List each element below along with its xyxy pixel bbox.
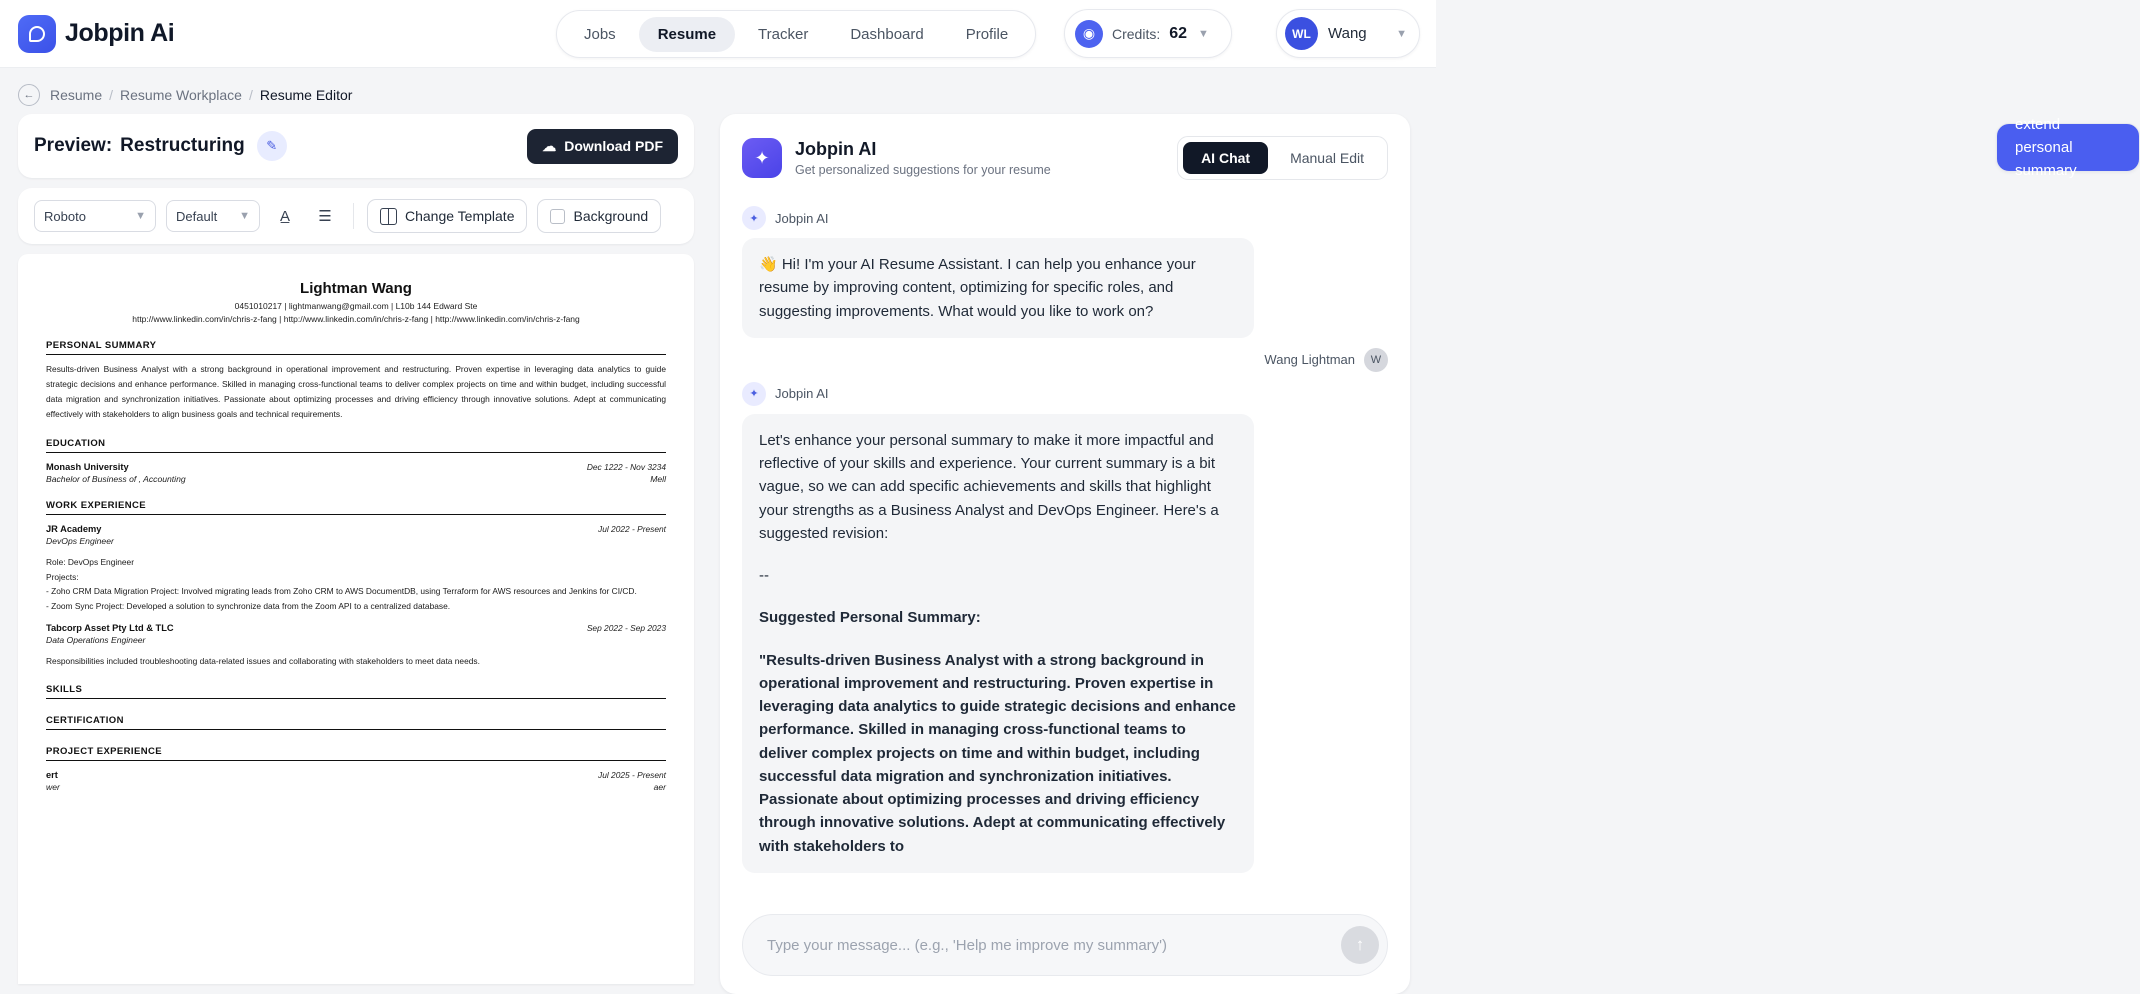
work-line: Role: DevOps Engineer bbox=[46, 556, 134, 567]
work-line: - Zoom Sync Project: Developed a solution to synchronize data from the Zoom API to a centralized database. bbox=[46, 600, 451, 611]
education-org: Monash University bbox=[46, 461, 129, 472]
user-name: Wang bbox=[1328, 25, 1367, 42]
work-line: Projects: bbox=[46, 571, 79, 582]
brand-name: Jobpin Ai bbox=[65, 19, 175, 47]
education-degree: Bachelor of Business of , Accounting bbox=[46, 473, 186, 484]
background-button[interactable] bbox=[537, 199, 661, 233]
toolbar-divider bbox=[353, 203, 354, 229]
main-nav bbox=[556, 10, 1036, 58]
credits-label: Credits: bbox=[1112, 25, 1161, 42]
work-org: JR Academy bbox=[46, 523, 102, 534]
education-location: Mell bbox=[650, 473, 666, 484]
work-org: Tabcorp Asset Pty Ltd & TLC bbox=[46, 622, 174, 633]
section-title-certification: CERTIFICATION bbox=[46, 715, 666, 730]
work-row bbox=[46, 623, 666, 633]
breadcrumb-resume-workplace[interactable]: Resume Workplace bbox=[120, 87, 242, 103]
nav-item-tracker[interactable]: Tracker bbox=[758, 25, 809, 43]
chevron-down-icon: ▼ bbox=[1198, 27, 1209, 40]
section-title-project-experience: PROJECT EXPERIENCE bbox=[46, 746, 666, 761]
message-quote bbox=[759, 649, 1237, 858]
chat-composer[interactable] bbox=[742, 914, 1388, 976]
nav-item-dashboard[interactable]: Dashboard bbox=[850, 25, 924, 43]
template-icon bbox=[380, 208, 397, 225]
work-role bbox=[46, 536, 666, 546]
main-content bbox=[0, 106, 2077, 994]
font-style-select[interactable] bbox=[166, 200, 260, 232]
chevron-down-icon: ▼ bbox=[135, 210, 146, 222]
text-color-icon[interactable]: A̲ bbox=[279, 207, 290, 225]
chevron-down-icon: ▼ bbox=[239, 210, 250, 222]
assistant-mode-tabs bbox=[1177, 136, 1388, 180]
section-title-education: EDUCATION bbox=[46, 438, 666, 453]
breadcrumb-separator: / bbox=[109, 87, 114, 103]
download-cloud-icon: ☁ bbox=[542, 137, 557, 154]
ai-assistant-panel bbox=[720, 114, 2077, 994]
message-paragraph: Let's enhance your personal summary to make it more impactful and reflective of your skills and experience. Your current summary is a bit vague, so we can add specific achievements and skills that highlight your strengths as a Business Analyst and DevOps Engineer. Here's a suggested revision: bbox=[759, 431, 1219, 542]
education-date: Dec 1222 - Nov 3234 bbox=[586, 461, 666, 472]
avatar: WL bbox=[1285, 17, 1318, 50]
message-heading bbox=[759, 606, 1237, 629]
font-family-select[interactable] bbox=[34, 200, 156, 232]
chevron-down-icon: ▼ bbox=[1396, 27, 1407, 40]
project-role-right: aer bbox=[653, 782, 666, 793]
nav-item-resume[interactable]: Resume bbox=[639, 17, 735, 52]
message-author bbox=[742, 382, 1388, 406]
assistant-header bbox=[720, 114, 1410, 180]
project-org: ert bbox=[46, 770, 58, 781]
chat-message-bot bbox=[742, 414, 1254, 873]
suggested-summary-text: "Results-driven Business Analyst with a strong background in operational improvement and restructuring. Proven expertise in leveraging data analytics to guide strategic decisions and enhance performance. Skilled in managing cross-functional teams to deliver complex projects on time and within budget, including successful data migration and synchronization initiatives. Passionate about optimizing processes and driving efficiency through innovative solutions. Adept at communicating effectively with stakeholders to bbox=[759, 651, 1236, 855]
resume-contact: 0451010217 | lightmanwang@gmail.com | L10b 144 Edward Ste bbox=[234, 301, 478, 311]
tab-manual-edit[interactable]: Manual Edit bbox=[1290, 150, 1364, 166]
resume-person-name: Lightman Wang bbox=[300, 280, 412, 297]
font-family-value: Roboto bbox=[44, 208, 86, 224]
logo-icon bbox=[18, 15, 56, 53]
sparkle-icon: ✦ bbox=[742, 138, 782, 178]
download-pdf-label: Download PDF bbox=[564, 138, 663, 154]
chat-input[interactable] bbox=[765, 936, 1341, 955]
send-button[interactable]: ↑ bbox=[1341, 926, 1379, 964]
assistant-title: Jobpin AI bbox=[795, 139, 877, 159]
chat-message-bot: 👋 Hi! I'm your AI Resume Assistant. I can help you enhance your resume by improving content, optimizing for specific roles, and suggesting improvements. What would you like to work on? bbox=[742, 238, 1254, 338]
section-title-skills: SKILLS bbox=[46, 684, 666, 699]
change-template-button[interactable] bbox=[367, 199, 527, 233]
work-line: Responsibilities included troubleshooting data-related issues and collaborating with stakeholders to meet data needs. bbox=[46, 655, 480, 666]
coin-icon: ◉ bbox=[1075, 20, 1103, 48]
education-degree-row bbox=[46, 474, 666, 484]
top-bar bbox=[0, 0, 1436, 68]
work-line: - Zoho CRM Data Migration Project: Involved migrating leads from Zoho CRM to AWS DocumentDB, using Terraform for AWS resources and Jenkins for CI/CD. bbox=[46, 586, 637, 597]
work-date: Jul 2022 - Present bbox=[598, 523, 666, 534]
resume-preview-panel bbox=[18, 114, 694, 994]
tab-ai-chat[interactable]: AI Chat bbox=[1183, 142, 1268, 174]
user-avatar: W bbox=[1364, 348, 1388, 372]
work-role bbox=[46, 635, 666, 645]
resume-document[interactable] bbox=[18, 254, 694, 984]
back-arrow-icon[interactable]: ← bbox=[18, 84, 40, 106]
breadcrumb bbox=[0, 68, 1436, 106]
assistant-subtitle: Get personalized suggestions for your resume bbox=[795, 163, 1051, 177]
breadcrumb-separator: / bbox=[248, 87, 253, 103]
suggested-summary-heading: Suggested Personal Summary: bbox=[759, 609, 981, 627]
bot-name: Jobpin AI bbox=[775, 210, 829, 226]
message-author bbox=[742, 206, 1388, 230]
work-row bbox=[46, 524, 666, 534]
message-author bbox=[742, 348, 1388, 372]
project-date: Jul 2025 - Present bbox=[598, 770, 666, 781]
work-role-label: Data Operations Engineer bbox=[46, 634, 146, 645]
project-row bbox=[46, 770, 666, 780]
brand[interactable] bbox=[18, 15, 174, 53]
bot-avatar-icon: ✦ bbox=[742, 206, 766, 230]
education-row bbox=[46, 462, 666, 472]
download-pdf-button[interactable] bbox=[527, 129, 678, 164]
section-title-work-experience: WORK EXPERIENCE bbox=[46, 500, 666, 515]
bot-avatar-icon: ✦ bbox=[742, 382, 766, 406]
resume-links: http://www.linkedin.com/in/chris-z-fang | http://www.linkedin.com/in/chris-z-fang | http://www.linkedin.com/in/chris-z-fang bbox=[132, 314, 580, 324]
preview-header bbox=[18, 114, 694, 178]
user-message-name: Wang Lightman bbox=[1264, 352, 1355, 368]
credits-value: 62 bbox=[1169, 24, 1188, 42]
background-label: Background bbox=[573, 208, 649, 224]
credits-menu[interactable] bbox=[1064, 9, 1232, 58]
preview-label: Preview: bbox=[34, 135, 113, 156]
project-role: wer bbox=[46, 782, 60, 793]
breadcrumb-resume[interactable]: Resume bbox=[50, 87, 103, 103]
section-title-personal-summary: PERSONAL SUMMARY bbox=[46, 340, 666, 355]
nav-item-jobs[interactable]: Jobs bbox=[584, 25, 616, 43]
color-swatch-icon bbox=[550, 209, 565, 224]
user-menu[interactable] bbox=[1276, 9, 1420, 58]
personal-summary-text: Results-driven Business Analyst with a strong background in operational improvement and restructuring. Proven expertise in leveraging data analytics to guide strategic decisions and enhance performance. Skilled in managing cross-functional teams to deliver complex projects on time and within budget, including successful data migration and synchronization initiatives. Passionate about optimizing processes and driving efficiency through innovative solutions. Adept at communicating effectively with stakeholders to align business goals and technical requirements. bbox=[46, 364, 666, 419]
editor-toolbar bbox=[18, 188, 694, 244]
nav-item-profile[interactable]: Profile bbox=[965, 25, 1009, 43]
work-date: Sep 2022 - Sep 2023 bbox=[586, 622, 666, 633]
font-style-value: Default bbox=[176, 208, 218, 224]
bot-name: Jobpin AI bbox=[775, 386, 829, 402]
breadcrumb-current: Resume Editor bbox=[259, 87, 353, 103]
text-align-icon[interactable]: ☰ bbox=[318, 208, 332, 225]
edit-title-icon[interactable]: ✎ bbox=[257, 131, 287, 161]
message-paragraph: -- bbox=[759, 567, 769, 584]
change-template-label: Change Template bbox=[405, 208, 515, 224]
resume-title: Restructuring bbox=[120, 135, 245, 156]
chat-message-user: extend personal summary bbox=[1996, 123, 2140, 172]
project-role-row bbox=[46, 782, 666, 792]
work-role-label: DevOps Engineer bbox=[46, 535, 114, 546]
